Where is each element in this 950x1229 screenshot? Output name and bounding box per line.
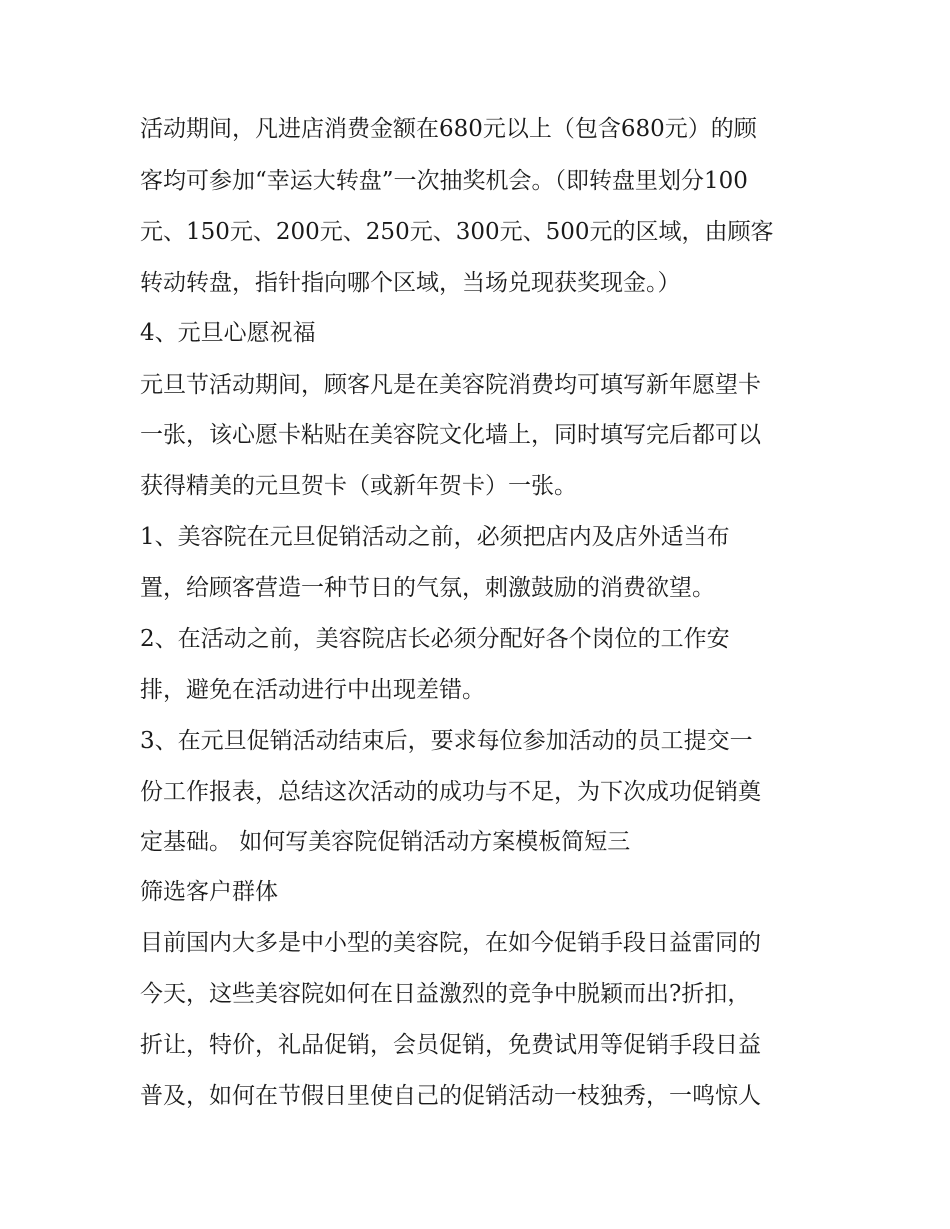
- text-line: 1、美容院在元旦促销活动之前，必须把店内及店外适当布: [140, 524, 730, 550]
- section-heading: 4、元旦心愿祝福: [140, 320, 316, 346]
- text-line: 今天，这些美容院如何在日益激烈的竞争中脱颖而出?折扣，: [140, 981, 751, 1007]
- section-heading: 筛选客户群体: [140, 879, 278, 905]
- text-line: 排，避免在活动进行中出现差错。: [140, 677, 485, 703]
- text-line: 一张，该心愿卡粘贴在美容院文化墙上，同时填写完后都可以: [140, 422, 761, 448]
- text-line: 目前国内大多是中小型的美容院，在如今促销手段日益雷同的: [140, 930, 761, 956]
- text-line: 置，给顾客营造一种节日的气氛，刺激鼓励的消费欲望。: [140, 575, 715, 601]
- text-line: 3、在元旦促销活动结束后，要求每位参加活动的员工提交一: [140, 728, 753, 754]
- text-line: 元、150元、200元、250元、300元、500元的区域，由顾客: [140, 219, 774, 245]
- text-line: 转动转盘，指针指向哪个区域，当场兑现获奖现金。）: [140, 270, 681, 296]
- text-line: 份工作报表，总结这次活动的成功与不足，为下次成功促销奠: [140, 779, 761, 805]
- text-line: 活动期间，凡进店消费金额在680元以上（包含680元）的顾: [140, 116, 757, 142]
- text-line: 折让，特价，礼品促销，会员促销，免费试用等促销手段日益: [140, 1032, 761, 1058]
- text-line: 普及，如何在节假日里使自己的促销活动一枝独秀，一鸣惊人: [140, 1083, 761, 1109]
- text-line: 2、在活动之前，美容院店长必须分配好各个岗位的工作安: [140, 626, 730, 652]
- text-line: 元旦节活动期间，顾客凡是在美容院消费均可填写新年愿望卡: [140, 372, 761, 398]
- text-line: 客均可参加“幸运大转盘”一次抽奖机会。（即转盘里划分100: [140, 168, 748, 194]
- text-line: 定基础。 如何写美容院促销活动方案模板简短三: [140, 829, 631, 855]
- text-line: 获得精美的元旦贺卡（或新年贺卡）一张。: [140, 473, 577, 499]
